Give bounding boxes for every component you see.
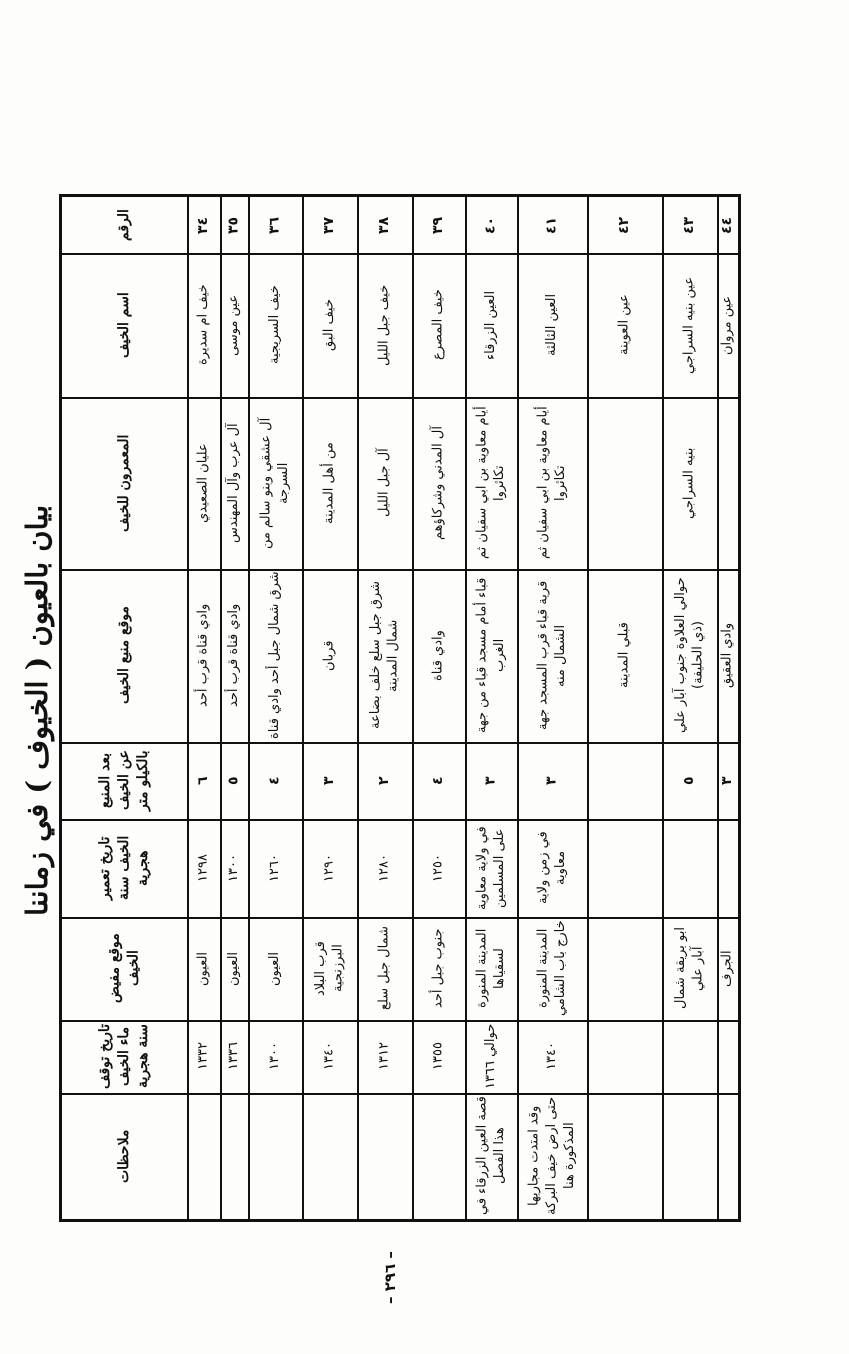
cell-owners <box>717 397 738 569</box>
header-num: الرقم <box>116 209 133 241</box>
cell-built: في زمن ولاية معاوية <box>535 831 568 905</box>
page-number: – ٢٩٦ – <box>381 1251 399 1305</box>
page-title: بيان بالعيون ( الخيوف ) في زماننا <box>20 504 54 916</box>
cell-outlet: قرب البلاد البرزنجية <box>312 941 346 996</box>
cell-outlet: جنوب جبل أحد <box>430 928 446 1009</box>
cell-notes <box>357 1093 412 1219</box>
cell-stopped: ١٣٥٥ <box>430 1042 446 1071</box>
cell-name: العين الثالثة <box>544 293 560 357</box>
cell-stopped <box>587 1020 662 1093</box>
cell-name: خيف ام سديرة <box>195 284 211 366</box>
cell-location: قبلي المدينة <box>616 622 632 689</box>
cell-outlet: العيون <box>267 951 283 986</box>
cell-location: وادي قناة <box>430 630 446 681</box>
cell-owners <box>587 397 662 569</box>
cell-stopped: حوالي ١٣٦٦ <box>483 1023 499 1090</box>
cell-notes: قصة العين الزرقاء في هذا الفصل <box>474 1096 507 1216</box>
cell-num: ٣٤ <box>195 216 212 234</box>
cell-built: ١٢٨٠ <box>376 854 392 882</box>
header-stopped: تاريخ توقف ماء الخيف سنة هجرية <box>97 1023 151 1090</box>
cell-distance: ٥ <box>681 776 698 785</box>
cell-stopped: ١٣٤٠ <box>544 1042 560 1071</box>
header-outlet: موقع مفيض الخيف <box>106 933 142 1004</box>
cell-stopped <box>717 1020 738 1093</box>
cell-distance: ٣ <box>482 776 499 785</box>
cell-distance: ٣ <box>543 776 560 785</box>
cell-location: وادي العقيق <box>719 622 735 689</box>
cell-name: عين بنيه السراجي <box>681 276 697 374</box>
cell-owners: آل عرب وآل المهندس <box>226 423 242 543</box>
cell-distance: ٣ <box>321 776 338 785</box>
cell-stopped: ١٣٣٦ <box>226 1042 242 1071</box>
header-owners: المعمرون للخيف <box>116 434 133 532</box>
cell-built <box>662 819 717 917</box>
cell-notes <box>587 1093 662 1219</box>
cell-num: ٣٨ <box>376 216 393 234</box>
cell-stopped: ١٣٣٢ <box>195 1042 211 1071</box>
cell-built: ١٢٥٠ <box>430 854 446 882</box>
cell-outlet: المدينة المنورة خارج باب الشامي <box>535 920 568 1017</box>
cell-owners: بنيه السراجي <box>681 447 697 519</box>
cell-outlet: شمال جبل سلع <box>376 926 392 1011</box>
cell-num: ٤٣ <box>681 216 698 234</box>
cell-stopped: ١٣٤٠ <box>321 1042 337 1071</box>
cell-outlet: الجرف <box>719 950 735 987</box>
cell-owners: آل عشقي وبنو سالم من السرجة <box>258 417 291 549</box>
cell-name: العين الزرقاء <box>483 290 499 360</box>
cell-num: ٤٢ <box>616 216 633 234</box>
cell-owners: أيام معاوية بن ابي سفيان ثم تكاثروا <box>535 406 568 560</box>
cell-name: خيف المصرع <box>430 289 446 361</box>
cell-built <box>717 819 738 917</box>
cell-distance: ٤ <box>430 776 447 785</box>
cell-num: ٣٦ <box>266 216 283 234</box>
cell-owners: عليان الصعيدي <box>195 443 211 523</box>
header-notes: ملاحظات <box>116 1129 133 1183</box>
cell-num: ٤٠ <box>482 216 499 234</box>
cell-name: خيف السريجية <box>267 285 283 365</box>
cell-notes <box>302 1093 357 1219</box>
cell-stopped: ١٣١٢ <box>376 1042 392 1071</box>
cell-owners: آل المدني وشركاؤهم <box>430 426 446 540</box>
cell-outlet: ابو بريقة شمال آبار علي <box>672 927 706 1010</box>
cell-built: ١٢٦٠ <box>267 854 283 882</box>
cell-location: قرية قباء قرب المسجد جهة الشمال منه <box>535 580 568 731</box>
cell-notes <box>717 1093 738 1219</box>
cell-distance: ٤ <box>266 776 283 785</box>
cell-name: خيف جبل الليل <box>376 284 392 366</box>
cell-distance: ٦ <box>195 776 212 785</box>
cell-owners: أيام معاوية بن ابي سفيان ثم تكاثروا <box>474 406 507 560</box>
cell-stopped: ١٣٠٠ <box>267 1042 283 1071</box>
cell-name: عين العوينة <box>616 294 632 356</box>
cell-location: وادي قناة قرب أحد <box>195 603 211 708</box>
cell-location: قباء أمام مسجد قباء من جهة الغرب <box>474 577 507 734</box>
cell-distance: ٥ <box>225 776 242 785</box>
cell-num: ٣٥ <box>225 216 242 234</box>
cell-outlet: العيون <box>226 951 242 986</box>
springs-table <box>59 194 741 1222</box>
cell-stopped <box>662 1020 717 1093</box>
cell-location: وادي قناة قرب أحد <box>226 603 242 708</box>
header-built: تاريخ تعمير الخيف سنة هجرية <box>97 835 151 901</box>
cell-outlet: المدينة المنورة لسقياها <box>474 928 507 1009</box>
cell-distance <box>587 742 662 819</box>
cell-built: ١٢٩٨ <box>195 854 211 882</box>
cell-num: ٤١ <box>543 216 560 234</box>
cell-built: ١٢٩٠ <box>321 854 337 882</box>
cell-built <box>587 819 662 917</box>
cell-distance: ٢ <box>376 776 393 785</box>
cell-notes <box>412 1093 465 1219</box>
cell-name: خيف البق <box>321 299 337 351</box>
cell-notes <box>248 1093 302 1219</box>
cell-location: شرق جبل سلع خلف بضاعة شمال المدينة <box>367 581 401 730</box>
cell-location: قربان <box>321 640 337 671</box>
cell-name: عين مروان <box>719 295 735 355</box>
cell-num: ٣٧ <box>321 216 338 234</box>
cell-num: ٣٩ <box>430 216 447 234</box>
cell-outlet: العيون <box>195 951 211 986</box>
cell-name: عين موسى <box>226 294 242 356</box>
cell-built: في ولاية معاوية على المسلمين <box>474 826 507 910</box>
header-name: اسم الخيف <box>116 292 133 358</box>
header-distance: بعد المنبع عن الخيف بالكيلو متر <box>97 750 151 811</box>
cell-location: حوالي العلاوة جنوب آبار علي (ذي الحليفة) <box>672 577 706 734</box>
cell-distance: ٣ <box>719 776 736 785</box>
cell-owners: آل جبل الليل <box>376 448 392 518</box>
cell-notes: وقد امتدت مجاريها حتى ارض خيف البركة المذكورة هنا <box>526 1096 577 1216</box>
cell-num: ٤٤ <box>719 216 736 234</box>
cell-outlet <box>587 917 662 1020</box>
header-location: موقع منبع الخيف <box>116 606 133 705</box>
cell-notes <box>187 1093 220 1219</box>
cell-location: شرق شمال جبل أحد وادي قناة <box>267 571 283 740</box>
cell-notes <box>662 1093 717 1219</box>
cell-notes <box>220 1093 248 1219</box>
cell-built: ١٣٠٠ <box>226 854 242 882</box>
cell-owners: من أهل المدينة <box>321 442 337 524</box>
